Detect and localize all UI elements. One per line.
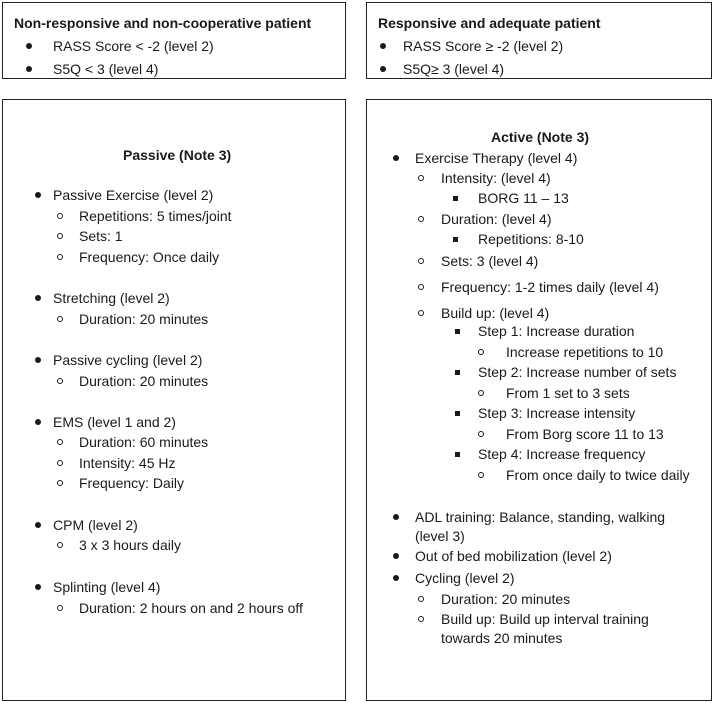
stretching-label: Stretching (level 2) [53, 290, 170, 306]
passive-exercise-label: Passive Exercise (level 2) [53, 187, 214, 203]
bullet-icon [35, 192, 41, 198]
exercise-repetitions: Repetitions: 8-10 [478, 231, 584, 247]
circle-bullet-icon [418, 175, 424, 181]
build-up-step-4: Step 4: Increase frequency [478, 446, 646, 462]
circle-bullet-icon [418, 596, 424, 602]
circle-bullet-icon [57, 480, 63, 486]
build-up-step-2-detail: From 1 set to 3 sets [506, 385, 630, 401]
passive-cycling-duration: Duration: 20 minutes [79, 373, 209, 389]
cycling-label: Cycling (level 2) [415, 570, 515, 586]
passive-box [2, 99, 346, 701]
circle-bullet-icon [57, 542, 63, 548]
out-of-bed-label: Out of bed mobilization (level 2) [415, 548, 612, 564]
bullet-icon [35, 295, 41, 301]
exercise-therapy-label: Exercise Therapy (level 4) [415, 150, 578, 166]
square-bullet-icon [455, 411, 460, 416]
borg-range: BORG 11 – 13 [478, 190, 569, 206]
bullet-icon [35, 419, 41, 425]
bullet-icon [26, 66, 32, 72]
bullet-icon [393, 514, 399, 520]
build-up-step-3-detail: From Borg score 11 to 13 [506, 426, 664, 442]
bullet-icon [35, 522, 41, 528]
square-bullet-icon [455, 370, 460, 375]
circle-bullet-icon [478, 390, 484, 396]
splinting-duration: Duration: 2 hours on and 2 hours off [79, 600, 303, 616]
rass-criterion: RASS Score ≥ -2 (level 2) [403, 38, 564, 54]
circle-bullet-icon [478, 472, 484, 478]
circle-bullet-icon [418, 310, 424, 316]
adl-training-label: ADL training: Balance, standing, walking [415, 509, 666, 525]
passive-exercise-sets: Sets: 1 [79, 228, 123, 244]
cycling-build-up-target: towards 20 minutes [441, 630, 563, 646]
bullet-icon [393, 553, 399, 559]
square-bullet-icon [455, 452, 460, 457]
cycling-duration: Duration: 20 minutes [441, 591, 571, 607]
exercise-intensity: Intensity: (level 4) [441, 170, 551, 186]
bullet-icon [26, 43, 32, 49]
ems-intensity: Intensity: 45 Hz [79, 455, 176, 471]
square-bullet-icon [455, 329, 460, 334]
s5q-criterion: S5Q < 3 (level 4) [53, 61, 159, 77]
ems-label: EMS (level 1 and 2) [53, 414, 176, 430]
circle-bullet-icon [418, 216, 424, 222]
build-up-step-1-detail: Increase repetitions to 10 [506, 344, 664, 360]
bullet-icon [393, 155, 399, 161]
responsive-title: Responsive and adequate patient [378, 15, 601, 31]
passive-cycling-label: Passive cycling (level 2) [53, 352, 203, 368]
circle-bullet-icon [478, 431, 484, 437]
responsive-criteria-box [366, 2, 712, 79]
bullet-icon [35, 357, 41, 363]
circle-bullet-icon [57, 213, 63, 219]
circle-bullet-icon [57, 460, 63, 466]
build-up-step-3: Step 3: Increase intensity [478, 405, 636, 421]
square-bullet-icon [453, 196, 458, 201]
circle-bullet-icon [418, 616, 424, 622]
bullet-icon [393, 575, 399, 581]
cycling-build-up: Build up: Build up interval training [441, 611, 649, 627]
cpm-schedule: 3 x 3 hours daily [79, 537, 181, 553]
circle-bullet-icon [57, 605, 63, 611]
build-up-step-4-detail: From once daily to twice daily [506, 467, 690, 483]
exercise-duration: Duration: (level 4) [441, 211, 552, 227]
build-up-step-2: Step 2: Increase number of sets [478, 364, 677, 380]
build-up-step-1: Step 1: Increase duration [478, 323, 635, 339]
passive-exercise-repetitions: Repetitions: 5 times/joint [79, 208, 232, 224]
bullet-icon [380, 66, 386, 72]
rass-criterion: RASS Score < -2 (level 2) [53, 38, 214, 54]
circle-bullet-icon [57, 378, 63, 384]
exercise-sets: Sets: 3 (level 4) [441, 253, 539, 269]
s5q-criterion: S5Q≥ 3 (level 4) [403, 61, 505, 77]
circle-bullet-icon [418, 284, 424, 290]
circle-bullet-icon [57, 254, 63, 260]
square-bullet-icon [453, 237, 458, 242]
ems-frequency: Frequency: Daily [79, 475, 185, 491]
stretching-duration: Duration: 20 minutes [79, 311, 209, 327]
active-title: Active (Note 3) [491, 129, 590, 145]
bullet-icon [35, 584, 41, 590]
circle-bullet-icon [57, 316, 63, 322]
passive-title: Passive (Note 3) [123, 147, 232, 163]
non-responsive-criteria-box [2, 2, 346, 79]
non-responsive-title: Non-responsive and non-cooperative patient [14, 15, 312, 31]
circle-bullet-icon [478, 349, 484, 355]
exercise-build-up: Build up: (level 4) [441, 305, 550, 321]
passive-exercise-frequency: Frequency: Once daily [79, 249, 220, 265]
bullet-icon [380, 43, 386, 49]
circle-bullet-icon [57, 439, 63, 445]
active-box [366, 99, 712, 701]
cpm-label: CPM (level 2) [53, 517, 138, 533]
circle-bullet-icon [57, 233, 63, 239]
splinting-label: Splinting (level 4) [53, 579, 161, 595]
exercise-frequency: Frequency: 1-2 times daily (level 4) [441, 279, 659, 295]
adl-training-level: (level 3) [415, 528, 465, 544]
ems-duration: Duration: 60 minutes [79, 434, 209, 450]
circle-bullet-icon [418, 258, 424, 264]
